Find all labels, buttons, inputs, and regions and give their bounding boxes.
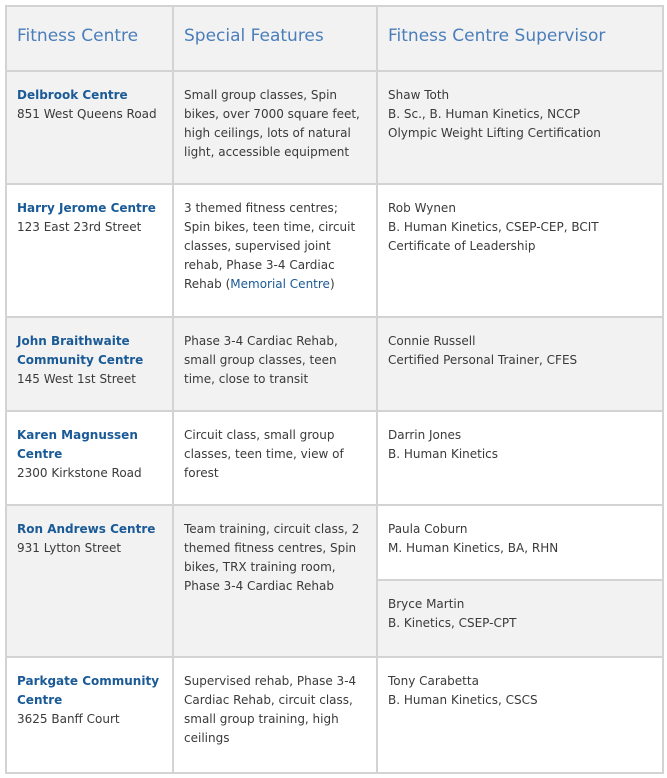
features-line: Phase 3-4 Cardiac Rehab, (184, 334, 338, 348)
memorial-centre-link[interactable]: Memorial Centre (230, 277, 330, 291)
features-text: ) (329, 277, 335, 291)
table-row (6, 657, 663, 773)
centre-name-line: Karen Magnussen (17, 428, 138, 442)
features-line: Circuit class, small group (184, 428, 335, 442)
features-line: Cardiac Rehab, circuit class, (184, 693, 353, 707)
features-line: classes, teen time, view of (184, 447, 344, 461)
header-special-features: Special Features (173, 6, 377, 71)
centre-name-line: John Braithwaite (17, 334, 130, 348)
features-line: Spin bikes, teen time, circuit (184, 220, 356, 234)
supervisor-cell (377, 580, 663, 657)
centre-address: 145 West 1st Street (17, 372, 136, 386)
table-row (6, 71, 663, 184)
header-row (6, 6, 663, 71)
supervisor-credentials: Olympic Weight Lifting Certification (388, 126, 601, 140)
supervisor-cell (377, 411, 663, 505)
supervisor-name: Rob Wynen (388, 201, 456, 215)
centre-address: 2300 Kirkstone Road (17, 466, 142, 480)
features-line: rehab, Phase 3-4 Cardiac (184, 258, 335, 272)
centre-name[interactable] (17, 332, 162, 370)
table-row (6, 411, 663, 505)
centre-cell (6, 657, 173, 773)
centre-name[interactable]: Ron Andrews Centre (17, 522, 156, 536)
features-line: bikes, over 7000 square feet, (184, 107, 360, 121)
centre-address: 3625 Banff Court (17, 712, 120, 726)
supervisor-credentials: Certificate of Leadership (388, 239, 536, 253)
features-line: ceilings (184, 731, 230, 745)
supervisor-cell (377, 71, 663, 184)
centre-name[interactable]: Harry Jerome Centre (17, 201, 156, 215)
supervisor-credentials: B. Human Kinetics, CSEP-CEP, BCIT (388, 220, 599, 234)
supervisor-name: Connie Russell (388, 334, 476, 348)
supervisor-cell (377, 657, 663, 773)
centre-name-line: Centre (17, 447, 63, 461)
centre-name-line: Parkgate Community (17, 674, 160, 688)
supervisor-name: Paula Coburn (388, 522, 468, 536)
features-line (184, 275, 366, 294)
fitness-centres-table (5, 5, 664, 774)
supervisor-credentials: B. Sc., B. Human Kinetics, NCCP (388, 107, 581, 121)
supervisor-credentials: Certified Personal Trainer, CFES (388, 353, 578, 367)
centre-name[interactable]: Delbrook Centre (17, 88, 128, 102)
features-line: small group training, high (184, 712, 339, 726)
features-line: Phase 3-4 Cardiac Rehab (184, 579, 334, 593)
supervisor-cell (377, 184, 663, 317)
features-line: bikes, TRX training room, (184, 560, 336, 574)
supervisor-name: Tony Carabetta (388, 674, 479, 688)
table-row (6, 317, 663, 411)
features-text: Rehab ( (184, 277, 231, 291)
table-row (6, 505, 663, 580)
features-line: small group classes, teen (184, 353, 337, 367)
centre-address: 851 West Queens Road (17, 107, 157, 121)
centre-address: 123 East 23rd Street (17, 220, 142, 234)
features-line: Team training, circuit class, 2 (184, 522, 360, 536)
centre-name-line: Community Centre (17, 353, 144, 367)
centre-cell (6, 317, 173, 411)
centre-cell (6, 71, 173, 184)
features-line: forest (184, 466, 219, 480)
centre-cell (6, 411, 173, 505)
features-line: Small group classes, Spin (184, 88, 338, 102)
features-line: themed fitness centres, Spin (184, 541, 357, 555)
centre-name[interactable] (17, 672, 162, 710)
supervisor-credentials: B. Human Kinetics (388, 447, 499, 461)
header-fitness-centre: Fitness Centre (6, 6, 173, 71)
features-cell (173, 71, 377, 184)
features-line: Supervised rehab, Phase 3-4 (184, 674, 357, 688)
supervisor-name: Bryce Martin (388, 597, 465, 611)
supervisor-credentials: B. Kinetics, CSEP-CPT (388, 616, 517, 630)
centre-name-line: Centre (17, 693, 63, 707)
centre-address: 931 Lytton Street (17, 541, 122, 555)
features-cell (173, 657, 377, 773)
supervisor-cell (377, 505, 663, 580)
features-line: 3 themed fitness centres; (184, 201, 338, 215)
supervisor-name: Shaw Toth (388, 88, 450, 102)
supervisor-cell (377, 317, 663, 411)
features-cell (173, 505, 377, 657)
centre-name[interactable] (17, 426, 162, 464)
features-line: classes, supervised joint (184, 239, 331, 253)
centre-cell (6, 505, 173, 657)
features-line: light, accessible equipment (184, 145, 350, 159)
features-line: high ceilings, lots of natural (184, 126, 351, 140)
table-row (6, 184, 663, 317)
features-cell (173, 184, 377, 317)
features-cell (173, 317, 377, 411)
features-cell (173, 411, 377, 505)
supervisor-credentials: M. Human Kinetics, BA, RHN (388, 541, 559, 555)
header-supervisor: Fitness Centre Supervisor (377, 6, 663, 71)
centre-cell (6, 184, 173, 317)
supervisor-credentials: B. Human Kinetics, CSCS (388, 693, 538, 707)
features-line: time, close to transit (184, 372, 309, 386)
supervisor-name: Darrin Jones (388, 428, 462, 442)
